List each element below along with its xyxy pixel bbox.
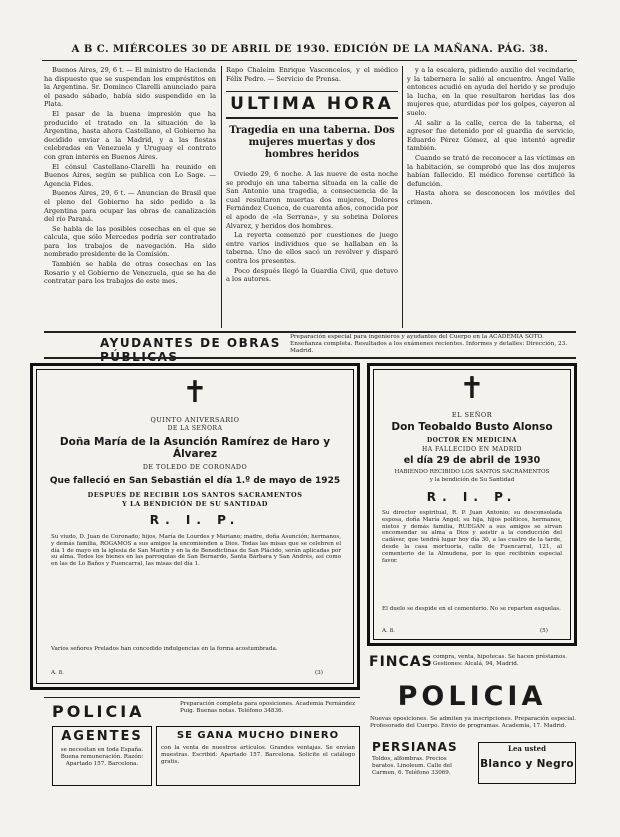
left-paragraph: Buenos Aires, 29, 6 t. — Anuncian de Brasil que el pleno del Gobierno ha sido pedido a la Argentina para ocupar las obras de canalización del río Paraná. [44, 189, 216, 224]
obituary-body: Su viudo, D. Juan de Coronado; hijos, María de Lourdes y Mariano; madre, doña Asunción; hermanos, y demás familia, ROGAMOS a sus amigos la encomienden a Dios. Todas las misas que se celebren el día 1 de mayo en la iglesia de San Martín y en la de Benedictinas de San Plácido, serán aplicadas por su alma. Todos los bienes en las parroquias de San Bernardo, Santa Bárbara y San Andrés, así como en las de Lo Baños y Fuencarral, las misas del día 1. [51, 534, 341, 568]
obituary-left [30, 363, 360, 690]
ganar-dinero-text: con la venta de nuestros artículos. Grandes ventajas. Se envían muestras. Escribid: Apartado 157. Barcelona. Solicite el catálogo gratis. [161, 745, 355, 765]
obituary-blessing: y la bendición de Su Santidad [429, 477, 515, 483]
right-paragraph: Cuando se trató de reconocer a las víctimas en la habitación, se comprobó que las dos mujeres habían fallecido. El médico forense certificó la defunción. [407, 153, 575, 188]
policia-left-title: POLICIA [52, 702, 145, 721]
obituary-rip: R. I. P. [426, 490, 518, 504]
ayudantes-text: Preparación especial para ingenieros y ayudantes del Cuerpo en la ACADEMIA SOTO. Enseñanza completa. Resultados a los exámenes recientes. Informes y detalles: Dirección, 23. Madrid. [290, 334, 568, 354]
middle-column [226, 170, 398, 328]
middle-paragraph: Oviedo 29, 6 noche. A las nueve de esta noche se produjo en una taberna situada en la calle de San Antonio una tragedia, a consecuencia de la cual resultaron muertas dos mujeres, Dolores Fernández Cuenca, de cuarenta años, conocida por el apodo de «la Serrana», y su sobrina Dolores Alvarez, y heridos dos hombres. [226, 170, 398, 230]
obituary-widow: DE TOLEDO DE CORONADO [142, 464, 248, 471]
policia-left-text: Preparación completa para oposiciones. Academia Fernández Puig. Buenas notas. Teléfono 34836. [180, 701, 356, 714]
header-rule [42, 60, 577, 61]
right-paragraph: y a la escalera, pidiendo auxilio del vecindario, y la tabernera le salió al encuentro. Ángel Valle entonces acudió en ayuda del herido y se produjo la lucha, en la que resultaron heridas las dos mujeres que, aturdidas por los golpes, cayeron al suelo. [407, 66, 575, 117]
policia-left-ad [52, 700, 360, 722]
agentes-ad [52, 726, 152, 786]
obituary-body: Su director espiritual, R. P. Juan Antonio; su desconsolada esposa, doña María Angel; su hija, hijos políticos, hermanos, nietos y demás familia, RUEGAN a sus amigos se sirvan encomendar su alma a Dios y asistir a la conducción del cadáver, que tendrá lugar hoy día 30, a las cuatro de la tarde, desde la casa mortuoria, calle de Fuencarral, 121, al cementerio de la Almudena, por lo que recibirán especial favor. [382, 510, 562, 564]
left-paragraph: El pasar de la buena impresión que ha producido el tratado en la situación de la Argentina, hasta ahora Castellano, el Gobierno ha decidido enviar a la Madrid, y a las fiestas celebradas en Venezuela y Uruguay el contrato con gran interés en Buenos Aires. [44, 109, 216, 161]
left-paragraph: Se habla de las posibles cosechas en el que se calcula, que sólo Mercedes podría ser contratado para los trabajos de navegación. Ha sido nombrado presidente de la Comisión. [44, 224, 216, 259]
section-rule [226, 117, 398, 119]
ad-rule [44, 697, 360, 698]
policia-right-text: Nuevas oposiciones. Se admiten ya inscripciones. Preparación especial. Profesorado del Cuerpo. Envío de programas. Academia, 17. Madrid. [370, 716, 576, 729]
agentes-text: se necesitan en toda España. Buena remuneración. Razón: Apartado 157. Barcelona. [60, 747, 144, 767]
obituary-sacraments: HABIENDO RECIBIDO LOS SANTOS SACRAMENTOS [394, 469, 550, 475]
obituary-number: (3) [315, 670, 323, 676]
obituary-title: EL SEÑOR [451, 411, 493, 419]
obituary-footer: Varios señores Prelados han concedido indulgencias en la forma acostumbrada. [51, 646, 278, 652]
obituary-blessing: Y LA BENDICIÓN DE SU SANTIDAD [122, 500, 268, 508]
obituary-name: Doña María de la Asunción Ramírez de Haro y Álvarez [59, 436, 331, 460]
left-column [44, 66, 216, 328]
left-paragraph: También se habla de otras cosechas en las Rosario y el Gobierno de Venezuela, que se ha de contratar para los trabajos de este mes. [44, 260, 216, 286]
obituary-code: A. 8. [51, 670, 64, 676]
left-paragraph: El cónsul Castellano-Clarelli ha reunido en Buenos Aires, según se publica con Lo Sage. — Agencia Fides. [44, 162, 216, 188]
obituary-of-lady: DE LA SEÑORA [167, 425, 223, 432]
obituary-sacraments: DESPUÉS DE RECIBIR LOS SANTOS SACRAMENTOS [87, 491, 303, 499]
right-paragraph: Hasta ahora se desconocen los móviles del crimen. [407, 189, 575, 206]
obituary-profession: DOCTOR EN MEDICINA [426, 437, 518, 444]
section-title: ULTIMA HORA [230, 94, 394, 114]
section-rule [226, 91, 398, 92]
obituary-died: Que falleció en San Sebastián el día 1.º de mayo de 1925 [49, 476, 341, 486]
fincas-text: compra, venta, hipotecas. Se hacen préstamos. Gestiones: Alcalá, 94, Madrid. [433, 654, 567, 667]
obituary-name: Don Teobaldo Busto Alonso [391, 421, 553, 433]
fincas-ad [367, 650, 577, 680]
obituary-footer: El duelo se despide en el cementerio. No se reparten esquelas. [382, 606, 561, 612]
right-column [407, 66, 575, 328]
middle-paragraph: Poco después llegó la Guardia Civil, que detuvo a los autores. [226, 266, 398, 284]
policia-right-title: POLICIA [397, 681, 547, 712]
obituary-anniversary: QUINTO ANIVERSARIO [150, 416, 240, 424]
obituary-code: A. 8. [382, 628, 395, 634]
column-rule [221, 66, 222, 328]
left-paragraph: Buenos Aires, 29, 6 t. — El ministro de Hacienda ha dispuesto que se suspendan los empréstitos en la Argentina. Sr. Dominco Clarelli anunciado para el pasado sábado, había sido suspendido en la Plata. [44, 66, 216, 109]
fincas-title: FINCAS [369, 654, 433, 670]
blanco-negro-title: Blanco y Negro [480, 758, 574, 770]
policia-right-ad [367, 682, 577, 714]
middle-paragraph: La reyerta comenzó por cuestiones de juego entre varios individuos que se hallaban en la taberna. Uno de ellos sacó un revólver y disparó contra los presentes. [226, 231, 398, 265]
agentes-title: AGENTES [61, 729, 143, 744]
blanco-negro-ad [478, 742, 576, 784]
cross-icon: ✝ [459, 371, 485, 406]
persianas-ad [370, 740, 470, 784]
persianas-title: PERSIANAS [372, 740, 458, 754]
obituary-died: el día 29 de abril de 1930 [403, 455, 541, 466]
ayudantes-title: AYUDANTES DE OBRAS [100, 336, 281, 350]
right-paragraph: Al salir a la calle, cerca de la taberna, el agresor fue detenido por el guardia de servicio, Eduardo Pérez Gómez, al que intentó agredir también. [407, 118, 575, 153]
blanco-negro-prefix: Lea usted [508, 744, 546, 753]
ganar-dinero-ad [156, 726, 360, 786]
obituary-inner-border [373, 369, 571, 640]
cross-icon: ✝ [182, 375, 208, 410]
obituary-number: (5) [540, 628, 548, 634]
headline: Tragedia en una taberna. Dos mujeres muertas y dos hombres heridos [229, 125, 395, 160]
obituary-place: HA FALLECIDO EN MADRID [422, 446, 522, 453]
page-header: A B C. MIÉRCOLES 30 DE ABRIL DE 1930. EDICIÓN DE LA MAÑANA. PÁG. 38. [71, 44, 549, 55]
ganar-dinero-title: SE GANA MUCHO DINERO [176, 730, 340, 741]
persianas-text: Toldos, alfombras. Precios baratos. Linoleum. Calle del Carmen, 6. Teléfono 33069. [372, 756, 452, 776]
middle-intro: Rapo Chaleim Enrique Vasconcelos, y el médico Félix Pedro. — Servicio de Prensa. [226, 66, 398, 83]
obituary-rip: R. I. P. [149, 513, 241, 527]
column-rule [402, 66, 403, 328]
obituary-right [367, 363, 577, 646]
band-rule [44, 357, 576, 359]
band-rule [44, 331, 576, 333]
